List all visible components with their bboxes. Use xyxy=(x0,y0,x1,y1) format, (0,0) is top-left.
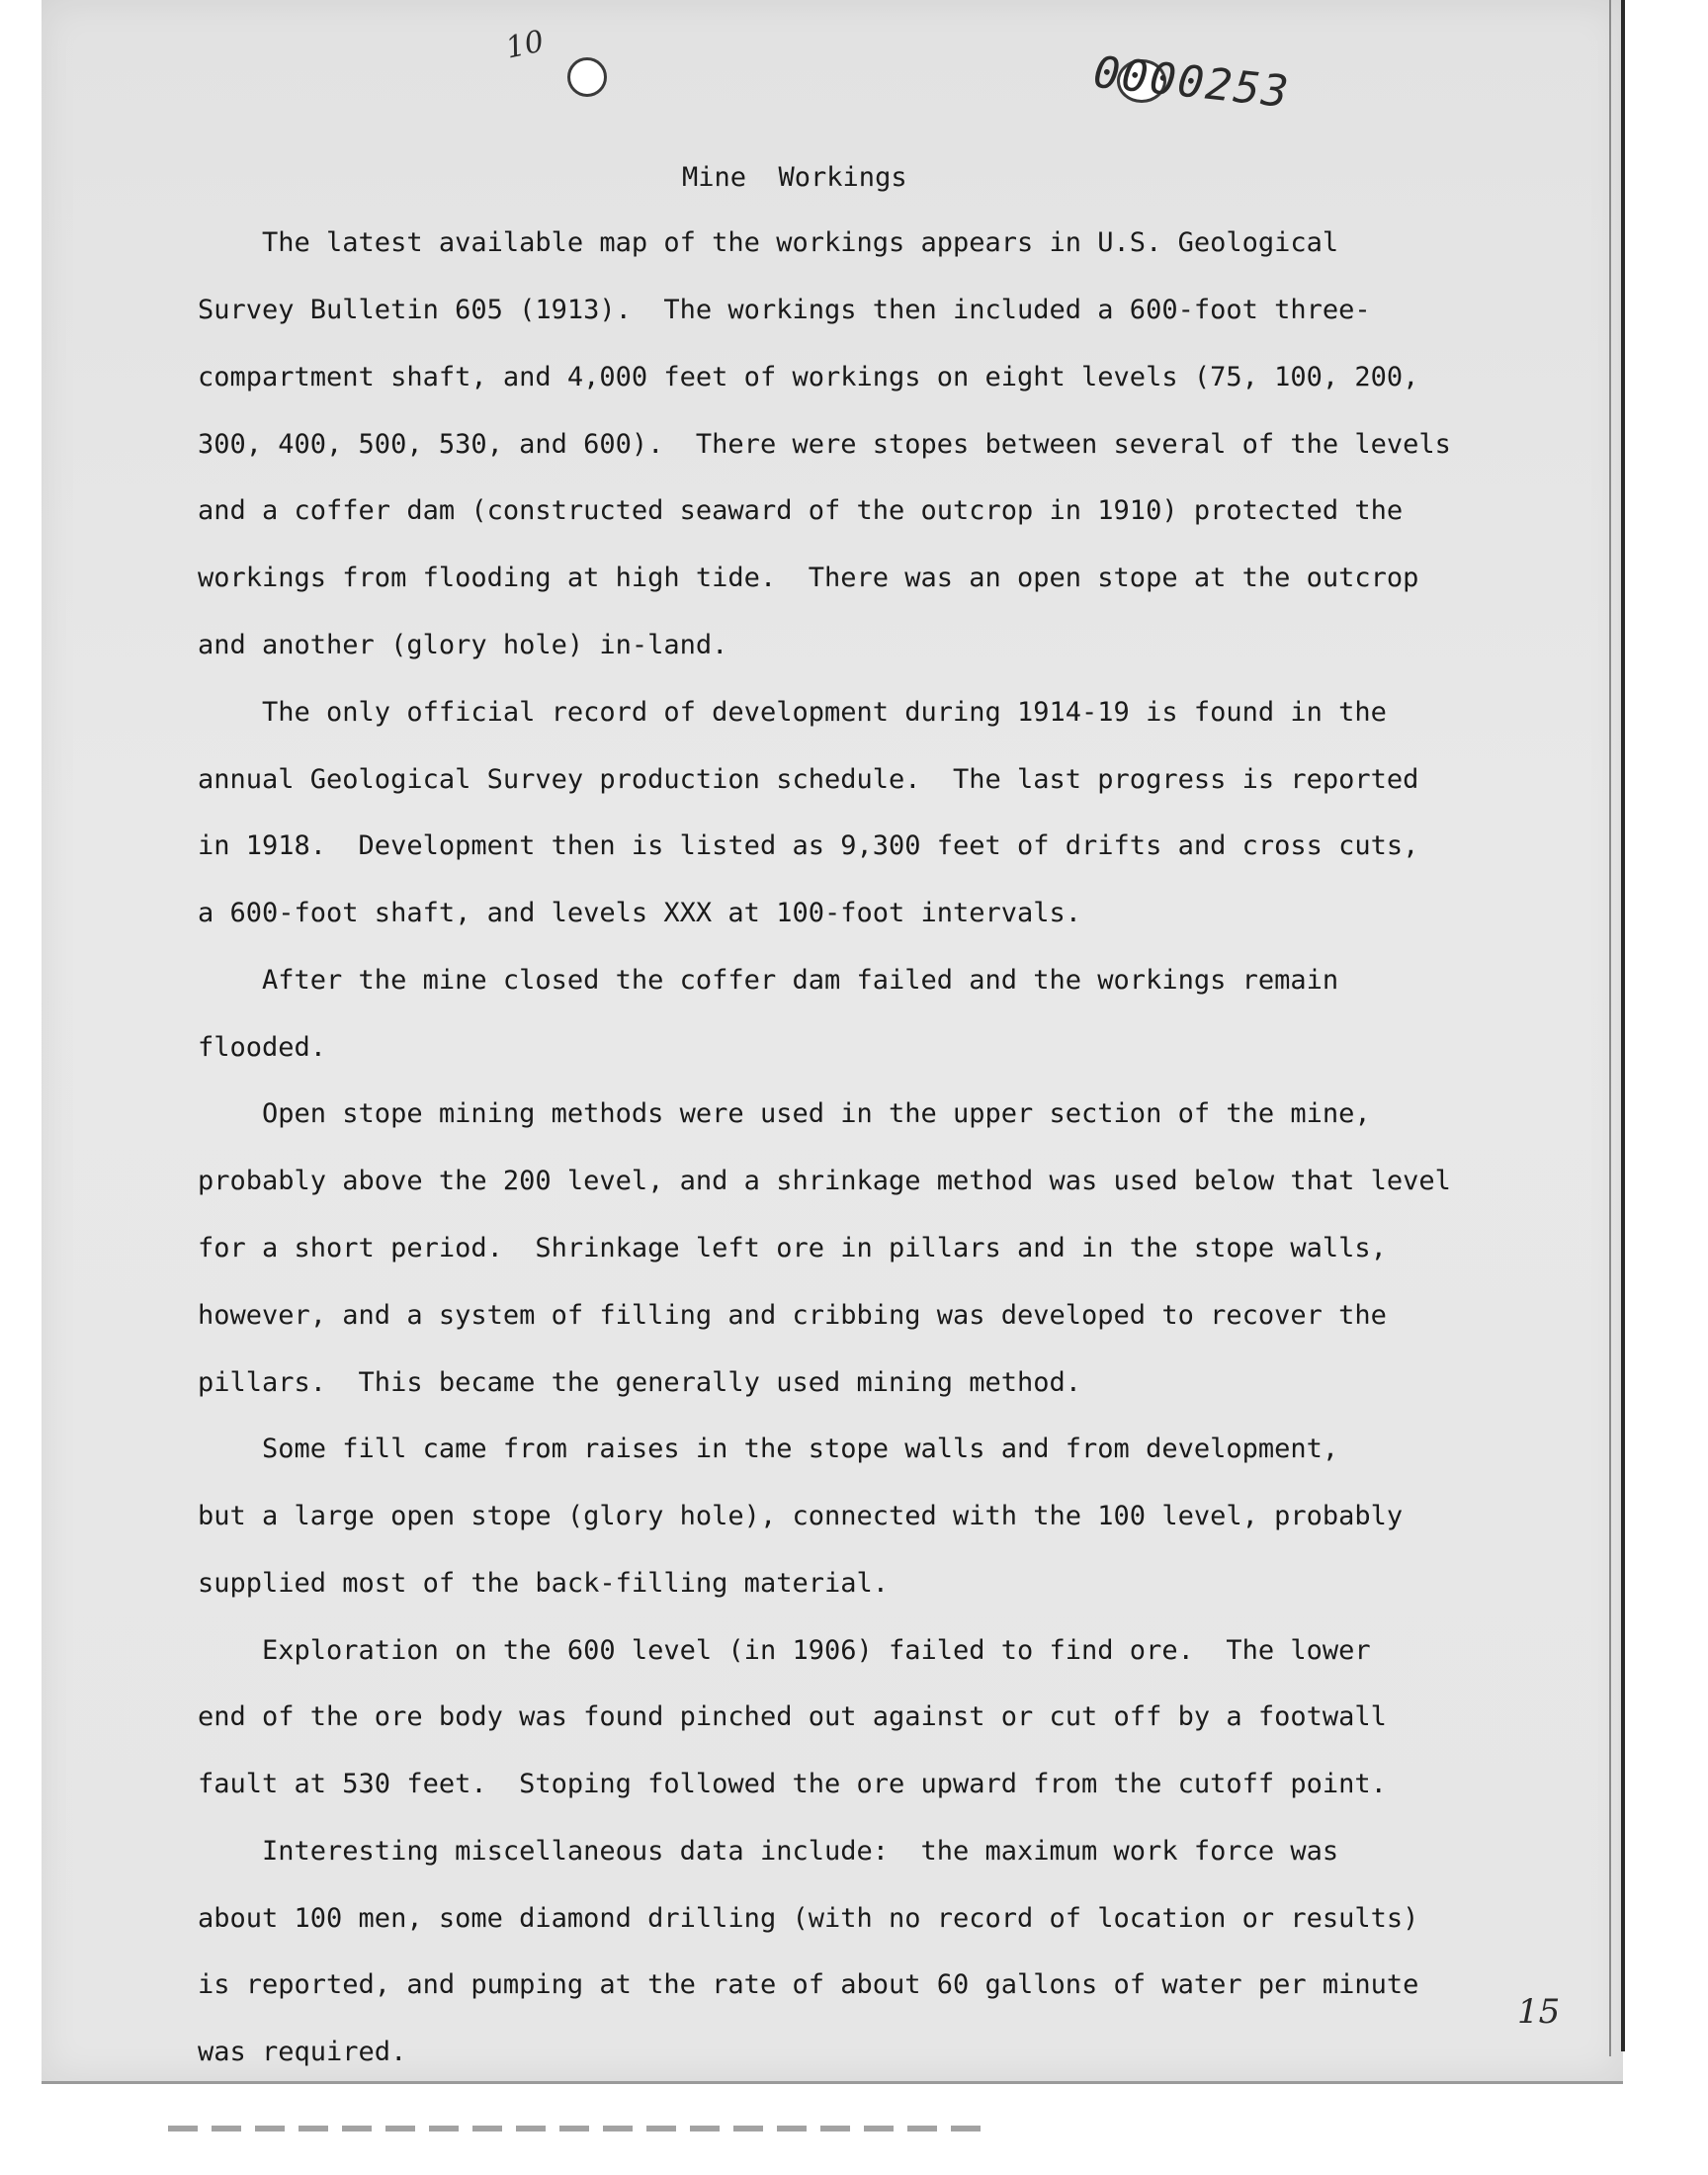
page-number: 15 xyxy=(1517,1992,1561,2032)
text-line: a 600-foot shaft, and levels XXX at 100-foot intervals. xyxy=(198,898,1082,928)
text-line: for a short period. Shrinkage left ore in pillars and in the stope walls, xyxy=(198,1233,1387,1263)
sheet-edge-shadow xyxy=(1609,0,1611,2056)
text-line: and another (glory hole) in-land. xyxy=(198,630,728,660)
text-line: however, and a system of filling and cribbing was developed to recover the xyxy=(198,1300,1387,1331)
text-line: about 100 men, some diamond drilling (with no record of location or results) xyxy=(198,1903,1419,1934)
text-line: compartment shaft, and 4,000 feet of workings on eight levels (75, 100, 200, xyxy=(198,362,1419,392)
text-line: annual Geological Survey production schedule. The last progress is reported xyxy=(198,764,1419,795)
page-title: Mine Workings xyxy=(682,162,907,193)
text-line: The latest available map of the workings appears in U.S. Geological xyxy=(198,227,1339,258)
punch-hole-left xyxy=(567,57,607,97)
document-number-stamp: 0000253 xyxy=(1090,46,1293,119)
text-line: 300, 400, 500, 530, and 600). There were stopes between several of the levels xyxy=(198,429,1451,460)
text-line: end of the ore body was found pinched out against or cut off by a footwall xyxy=(198,1701,1387,1732)
text-line: but a large open stope (glory hole), connected with the 100 level, probably xyxy=(198,1501,1404,1531)
text-line: Open stope mining methods were used in the upper section of the mine, xyxy=(198,1098,1371,1129)
text-line: in 1918. Development then is listed as 9,300 feet of drifts and cross cuts, xyxy=(198,830,1419,861)
text-line: supplied most of the back-filling material. xyxy=(198,1568,889,1599)
text-line: Survey Bulletin 605 (1913). The workings then included a 600-foot three- xyxy=(198,295,1371,325)
text-line: workings from flooding at high tide. There was an open stope at the outcrop xyxy=(198,563,1419,593)
text-line: Interesting miscellaneous data include: the maximum work force was xyxy=(198,1836,1339,1867)
text-line: After the mine closed the coffer dam failed and the workings remain xyxy=(198,965,1339,996)
text-line: The only official record of development during 1914-19 is found in the xyxy=(198,697,1387,728)
text-line: and a coffer dam (constructed seaward of the outcrop in 1910) protected the xyxy=(198,495,1404,526)
handwritten-mark: 10 xyxy=(502,24,548,66)
text-line: fault at 530 feet. Stoping followed the ore upward from the cutoff point. xyxy=(198,1769,1387,1799)
text-line: probably above the 200 level, and a shrinkage method was used below that level xyxy=(198,1166,1451,1196)
text-line: is reported, and pumping at the rate of about 60 gallons of water per minute xyxy=(198,1969,1419,2000)
next-page-bleed xyxy=(168,2126,988,2132)
text-line: Some fill came from raises in the stope walls and from development, xyxy=(198,1434,1339,1464)
text-line: flooded. xyxy=(198,1032,327,1063)
sheet-edge xyxy=(1621,0,1625,2051)
text-line: Exploration on the 600 level (in 1906) failed to find ore. The lower xyxy=(198,1635,1371,1666)
text-line: pillars. This became the generally used mining method. xyxy=(198,1367,1082,1398)
text-line: was required. xyxy=(198,2037,407,2067)
